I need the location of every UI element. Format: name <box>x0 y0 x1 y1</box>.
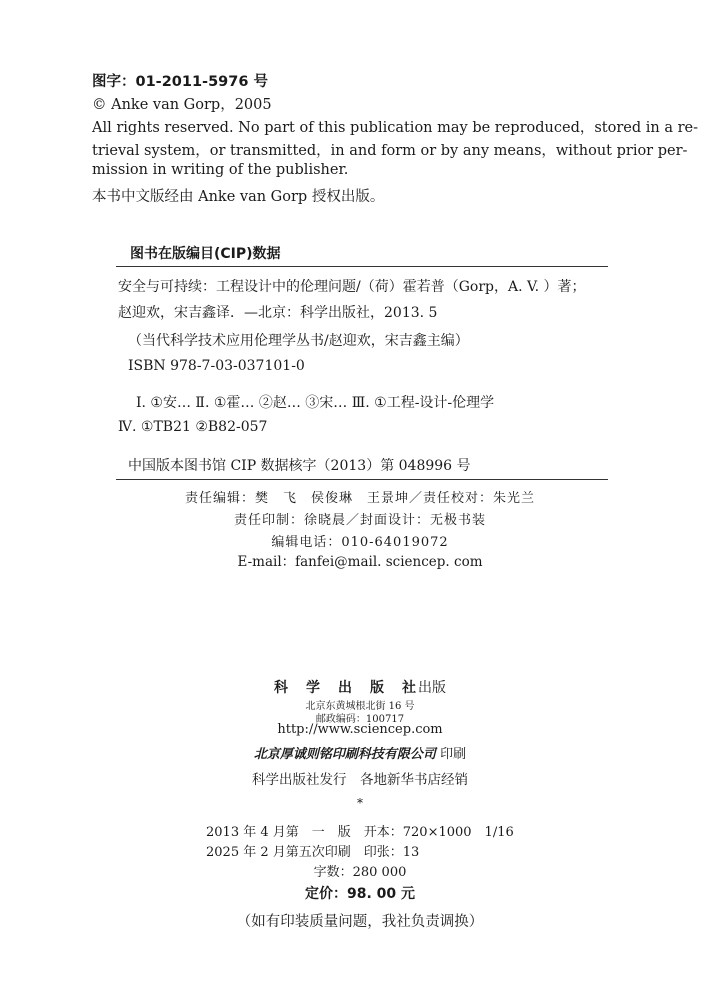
cip-isbn: ISBN 978-7-03-037101-0 <box>128 358 305 374</box>
cip-classification: Ⅳ. ①TB21 ②B82-057 <box>118 419 268 435</box>
printing-design-credit: 责任印制：徐晓晨／封面设计：无极书装 <box>233 513 486 528</box>
first-edition-line: 2013 年 4 月第 一 版 开本：720×1000 1/16 <box>206 825 514 840</box>
copyright-notice: © Anke van Gorp，2005 <box>92 97 272 113</box>
cip-top-rule <box>116 266 608 267</box>
cip-bottom-rule <box>116 479 608 480</box>
publisher-postcode: 邮政编码：100717 <box>315 714 405 725</box>
publisher-name: 科 学 出 版 社 <box>274 680 418 696</box>
publisher-address: 北京东黄城根北街 16 号 <box>305 701 415 712</box>
quality-notice: （如有印装质量问题，我社负责调换） <box>236 914 484 930</box>
authorization-statement: 本书中文版经由 Anke van Gorp 授权出版。 <box>92 189 385 205</box>
rights-line-1: All rights reserved. No part of this publication may be reproduced，stored in a re- <box>92 120 699 136</box>
separator-asterisk: * <box>357 796 363 810</box>
cip-heading: 图书在版编目(CIP)数据 <box>130 246 281 262</box>
cip-subjects: Ⅰ. ①安… Ⅱ. ①霍… ②赵… ③宋… Ⅲ. ①工程-设计-伦理学 <box>136 395 495 411</box>
publisher-suffix: 出版 <box>418 680 446 696</box>
editorial-phone: 编辑电话：010-64019072 <box>271 535 449 550</box>
reprint-line: 2025 年 2 月第五次印刷 印张：13 <box>206 845 420 860</box>
publisher-website: http://www.sciencep.com <box>277 722 443 737</box>
distribution-line: 科学出版社发行 各地新华书店经销 <box>252 772 468 788</box>
word-count: 字数：280 000 <box>313 865 407 880</box>
registration-number: 图字：01-2011-5976 号 <box>92 74 268 90</box>
cip-title-line: 安全与可持续：工程设计中的伦理问题/（荷）霍若普（Gorp，A. V. ）著； <box>118 279 586 295</box>
printer-line <box>0 743 720 762</box>
cip-translator-line: 赵迎欢，宋吉鑫译．—北京：科学出版社，2013. 5 <box>118 305 438 321</box>
publisher-line <box>0 677 720 697</box>
rights-line-2: trieval system，or transmitted，in and form or by any means，without prior per- <box>92 143 688 159</box>
editors-credit: 责任编辑：樊 飞 侯俊琳 王景坤／责任校对：朱光兰 <box>184 491 535 506</box>
rights-line-3: mission in writing of the publisher. <box>92 162 349 178</box>
cip-verification: 中国版本图书馆 CIP 数据核字（2013）第 048996 号 <box>128 458 471 474</box>
price: 定价：98. 00 元 <box>304 886 416 902</box>
printer-suffix: 印刷 <box>440 747 467 762</box>
printer-name: 北京厚诚则铭印刷科技有限公司 <box>253 747 436 762</box>
cip-series-line: （当代科学技术应用伦理学丛书/赵迎欢，宋吉鑫主编） <box>128 333 469 349</box>
editorial-email: E-mail：fanfei@mail. sciencep. com <box>237 554 483 570</box>
